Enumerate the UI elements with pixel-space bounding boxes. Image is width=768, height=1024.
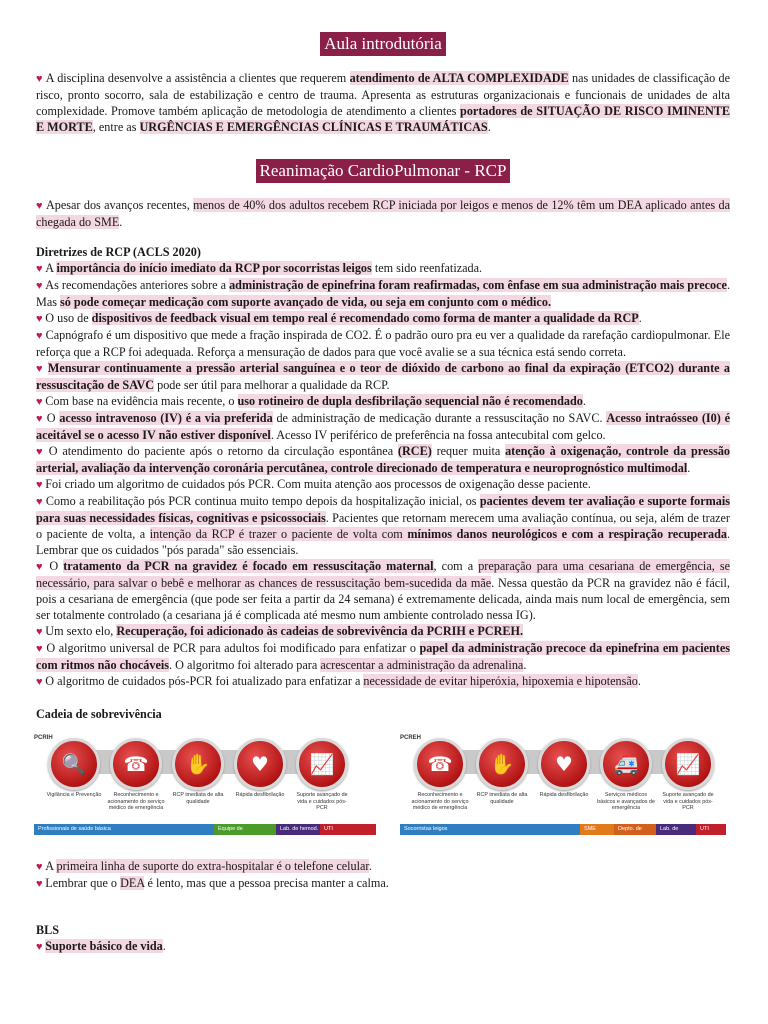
chain-bar-segment: Lab. de hemod. <box>276 824 320 835</box>
chain-step-caption: Rápida desfibrilação <box>539 792 589 798</box>
heart-bullet-icon: ♥ <box>36 330 46 342</box>
heart-bullet-icon: ♥ <box>36 200 46 212</box>
chain-step-caption: RCP imediata de alta qualidade <box>172 792 224 805</box>
text-run: . <box>523 658 527 672</box>
heart-bullet-icon: ♥ <box>36 280 46 292</box>
notes-list <box>36 858 730 892</box>
highlighted-text: necessidade de evitar hiperóxia, hipoxemia e hipotensão <box>363 674 638 688</box>
chain-bar-segment: UTI <box>320 824 376 835</box>
heart-bullet-icon: ♥ <box>36 73 46 85</box>
diretriz-item <box>36 310 730 327</box>
chain-step-caption: Reconhecimento e acionamento do serviço médico de emergência <box>107 792 165 811</box>
text-run: pode ser útil para melhorar a qualidade da RCP. <box>154 378 390 392</box>
diretriz-item <box>36 476 730 493</box>
text-run: . Acesso IV periférico de preferência na fossa antecubital com gelco. <box>270 428 606 442</box>
text-run: . <box>119 215 123 229</box>
highlighted-text: dispositivos de feedback visual em tempo real é recomendado como forma de manter a qualidade da RCP <box>91 311 639 325</box>
text-run: Com base na evidência mais recente, o <box>45 394 238 408</box>
chain-bar-segment: Socorristas leigos <box>400 824 580 835</box>
chain-step-icon: ☎ <box>414 738 466 790</box>
text-run: Como a reabilitação pós PCR continua muito tempo depois da hospitalização inicial, os <box>45 494 480 508</box>
highlighted-text: tratamento da PCR na gravidez é focado em ressuscitação maternal <box>63 559 434 573</box>
heart-bullet-icon: ♥ <box>36 878 46 890</box>
heart-bullet-icon: ♥ <box>36 396 46 408</box>
diretriz-item <box>36 260 730 277</box>
chain-step-icon: ☎ <box>110 738 162 790</box>
text-run: . <box>638 311 642 325</box>
rcp-intro-paragraph <box>36 197 730 230</box>
diretriz-item <box>36 558 730 623</box>
text-run: . <box>637 674 641 688</box>
highlighted-text: pacientes devem ter avaliação e suporte formais para suas necessidades físicas, cognitivas e psicossociais <box>36 494 731 525</box>
diretrizes-heading: Diretrizes de RCP (ACLS 2020) <box>36 245 201 259</box>
heart-bullet-icon: ♥ <box>36 363 48 375</box>
section-title-rcp: Reanimação CardioPulmonar - RCP <box>256 159 511 183</box>
chain-step-icon: ♥ <box>234 738 286 790</box>
highlighted-text: Suporte básico de vida <box>45 939 163 953</box>
diretriz-item <box>36 360 730 393</box>
bls-item <box>36 938 730 955</box>
text-run: O algoritmo universal de PCR para adultos foi modificado para enfatizar o <box>46 641 420 655</box>
chain-label: PCRIH <box>34 735 53 741</box>
highlighted-text: uso rotineiro de dupla desfibrilação sequencial não é recomendado <box>237 394 583 408</box>
highlighted-text: só pode começar medicação com suporte avançado de vida, ou seja em conjunto com o médico. <box>60 295 551 309</box>
chain-step-caption: RCP imediata de alta qualidade <box>476 792 528 805</box>
heart-bullet-icon: ♥ <box>36 413 47 425</box>
text-run: O <box>46 411 60 425</box>
text-run: Lembrar que o <box>45 876 121 890</box>
text-run: . <box>487 120 491 134</box>
highlighted-text: Acesso intraósseo (I0) é aceitável se o acesso IV não estiver disponível <box>36 411 731 442</box>
chain-bar-segment: Depto. de Emergência <box>614 824 656 835</box>
text-run: . Nessa questão da PCR na gravidez não é fácil, pois a cesariana de emergência (que pode ser feita a partir da 24 semana) é extremamente delicada, ainda mais num local de emergência, sem ser totalmente controlado (a cesariana já é complicada até mesmo num ambiente controlado nessa IG). <box>36 576 730 622</box>
section-title-intro: Aula introdutória <box>320 32 446 56</box>
text-run: , entre as <box>92 120 140 134</box>
chain-step-caption: Reconhecimento e acionamento do serviço médico de emergência <box>411 792 469 811</box>
highlighted-text: atendimento de ALTA COMPLEXIDADE <box>349 71 569 85</box>
text-run: . <box>582 394 586 408</box>
highlighted-text: acrescentar a administração da adrenalina <box>320 658 524 672</box>
diretriz-item <box>36 640 730 673</box>
text-run: A disciplina desenvolve a assistência a clientes que requerem <box>45 71 350 85</box>
chain-step-icon: ✋ <box>476 738 528 790</box>
text-run: O algoritmo de cuidados pós-PCR foi atualizado para enfatizar a <box>45 674 364 688</box>
highlighted-text: importância do início imediato da RCP por socorristas leigos <box>56 261 372 275</box>
chain-step-icon: 🔍 <box>48 738 100 790</box>
heart-bullet-icon: ♥ <box>36 561 50 573</box>
chain-bar-segment: Lab. de hemod. <box>656 824 696 835</box>
text-run: nas unidades de classificação de risco, pronto socorro, sala de estabilização e centro de trauma. Apresenta as estruturas organizacionais e funcionais de unidades de alta complexidade. Promove também aplicação de metodologia de atendimento a clientes <box>36 71 730 118</box>
chain-of-survival-figure <box>36 730 730 850</box>
highlighted-text: primeira linha de suporte do extra-hospitalar é o telefone celular <box>56 859 369 873</box>
text-run: . O algoritmo foi alterado para <box>169 658 321 672</box>
text-run: . <box>687 461 691 475</box>
text-run: Foi criado um algoritmo de cuidados pós PCR. Com muita atenção aos processos de oxigenação desse paciente. <box>45 477 591 491</box>
text-run: é lento, mas que a pessoa precisa manter a calma. <box>144 876 389 890</box>
chain-bar-segment: UTI <box>696 824 726 835</box>
chain-step-icon: 📈 <box>662 738 714 790</box>
heart-bullet-icon: ♥ <box>36 313 46 325</box>
heart-bullet-icon: ♥ <box>36 626 46 638</box>
diretriz-item <box>36 673 730 690</box>
highlighted-text: mínimos danos neurológicos e com a respiração recuperada <box>407 527 727 541</box>
heart-bullet-icon: ♥ <box>36 446 49 458</box>
chain-bar-segment: Equipe de ressuscitação <box>214 824 276 835</box>
chain-bar-segment: SME <box>580 824 614 835</box>
intro-paragraph <box>36 70 730 135</box>
highlighted-text: intenção da RCP é trazer o paciente de volta com <box>149 527 408 541</box>
text-run: A <box>45 261 57 275</box>
text-run: . <box>368 859 372 873</box>
text-run: . Mas <box>36 278 730 309</box>
heart-bullet-icon: ♥ <box>36 941 46 953</box>
chain-step-caption: Suporte avançado de vida e cuidados pós-PCR <box>662 792 714 811</box>
text-run: O <box>49 559 64 573</box>
text-run: Apesar dos avanços recentes, <box>45 198 194 212</box>
diretriz-item <box>36 393 730 410</box>
chain-step-icon: 📈 <box>296 738 348 790</box>
heart-bullet-icon: ♥ <box>36 263 46 275</box>
heart-bullet-icon: ♥ <box>36 676 46 688</box>
diretriz-item <box>36 623 730 640</box>
cadeia-heading: Cadeia de sobrevivência <box>36 707 162 721</box>
text-run: requer muita <box>431 444 506 458</box>
text-run: A <box>45 859 57 873</box>
highlighted-text: acesso intravenoso (IV) é a via preferida <box>59 411 273 425</box>
highlighted-text: preparação para uma cesariana de emergência, se necessário, para salvar o bebê e melhorar as chances de ressuscitação bem-sucedida da mãe <box>36 559 730 590</box>
chain-step-icon: ♥ <box>538 738 590 790</box>
diretriz-item <box>36 493 730 558</box>
text-run: de administração de medicação durante a ressuscitação no SAVC. <box>272 411 607 425</box>
heart-bullet-icon: ♥ <box>36 479 46 491</box>
highlighted-text: administração de epinefrina foram reafirmadas, com ênfase em sua administração mais precoce <box>229 278 727 292</box>
chain-step-caption: Serviços médicos básicos e avançados de emergência <box>597 792 655 811</box>
chain-step-icon: ✋ <box>172 738 224 790</box>
text-run: Um sexto elo, <box>45 624 117 638</box>
highlighted-text: DEA <box>120 876 145 890</box>
highlighted-text: menos de 40% dos adultos recebem RCP iniciada por leigos e menos de 12% têm um DEA aplicado antes da chegada do SME <box>36 198 730 229</box>
note-item <box>36 875 730 892</box>
text-run: O atendimento do paciente após o retorno da circulação espontânea <box>48 444 398 458</box>
heart-bullet-icon: ♥ <box>36 496 46 508</box>
diretriz-item <box>36 443 730 476</box>
highlighted-text: portadores de SITUAÇÃO DE RISCO IMINENTE E MORTE <box>36 104 731 134</box>
text-run: As recomendações anteriores sobre a <box>45 278 230 292</box>
document-page <box>36 30 730 959</box>
diretriz-item <box>36 277 730 310</box>
text-run: . <box>162 939 166 953</box>
note-item <box>36 858 730 875</box>
highlighted-text: URGÊNCIAS E EMERGÊNCIAS CLÍNICAS E TRAUMÁTICAS <box>139 120 488 134</box>
text-run: . Pacientes que retornam merecem uma avaliação contínua, ou seja, além de trazer o paciente de volta, a <box>36 511 730 541</box>
heart-bullet-icon: ♥ <box>36 861 46 873</box>
highlighted-text: Recuperação, foi adicionado às cadeias de sobrevivência da PCRIH e PCREH. <box>116 624 524 638</box>
text-run: O uso de <box>45 311 92 325</box>
chain-bar-segment: Profissionais de saúde básica <box>34 824 214 835</box>
heart-bullet-icon: ♥ <box>36 643 47 655</box>
text-run: , com a <box>433 559 479 573</box>
chain-step-icon: 🚑 <box>600 738 652 790</box>
chain-label: PCREH <box>400 735 422 741</box>
highlighted-text: Mensurar continuamente a pressão arterial sanguínea e o teor de dióxido de carbono ao final da expiração (ETCO2) durante a ressuscitação de SAVC <box>36 361 730 392</box>
text-run: tem sido reenfatizada. <box>371 261 483 275</box>
highlighted-text: atenção à oxigenação, controle da pressão arterial, avaliação da intervenção coronária percutânea, controle direcionado de temperatura e neuroprognóstico multimodal <box>36 444 731 475</box>
text-run: . Lembrar que os cuidados "pós parada" são essenciais. <box>36 527 730 557</box>
diretriz-item <box>36 327 730 360</box>
chain-step-caption: Suporte avançado de vida e cuidados pós-PCR <box>296 792 348 811</box>
diretriz-item <box>36 410 730 443</box>
bls-heading: BLS <box>36 923 60 937</box>
diretrizes-list <box>36 260 730 690</box>
highlighted-text: (RCE) <box>397 444 432 458</box>
chain-step-caption: Rápida desfibrilação <box>235 792 285 798</box>
text-run: Capnógrafo é um dispositivo que mede a fração inspirada de CO2. É o padrão ouro pra eu ver a qualidade da rarefação cardiopulmonar. Ele reforça que a RCP foi adequada. Reforça a mensuração de dados para que você avalie se a sua técnica está sendo correta. <box>36 328 730 359</box>
highlighted-text: papel da administração precoce da epinefrina em pacientes com ritmos não chocáveis <box>36 641 731 672</box>
chain-step-caption: Vigilância e Prevenção <box>46 792 102 798</box>
